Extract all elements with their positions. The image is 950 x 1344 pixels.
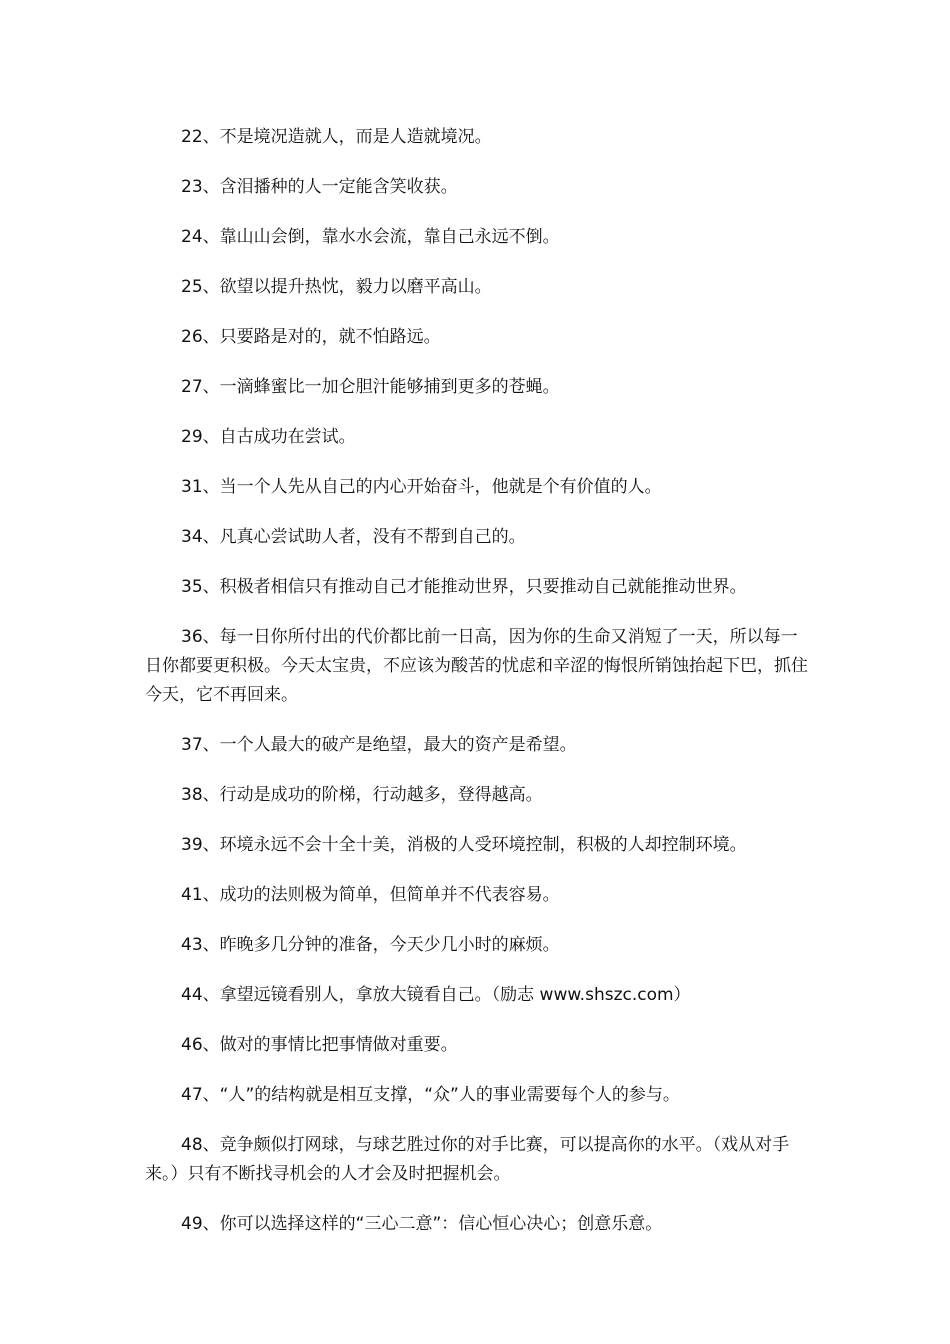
quote-43: 43、昨晚多几分钟的准备，今天少几小时的麻烦。	[181, 935, 560, 955]
quote-34: 34、凡真心尝试助人者，没有不帮到自己的。	[181, 527, 526, 547]
quote-39: 39、环境永远不会十全十美，消极的人受环境控制，积极的人却控制环境。	[181, 835, 747, 855]
quote-25: 25、欲望以提升热忱，毅力以磨平高山。	[181, 277, 492, 297]
quote-38: 38、行动是成功的阶梯，行动越多，登得越高。	[181, 785, 543, 805]
quote-47: 47、“人”的结构就是相互支撑，“众”人的事业需要每个人的参与。	[181, 1085, 680, 1105]
quote-list	[145, 123, 810, 1239]
quote-27: 27、一滴蜂蜜比一加仑胆汁能够捕到更多的苍蝇。	[181, 377, 560, 397]
quote-23: 23、含泪播种的人一定能含笑收获。	[181, 177, 458, 197]
quote-36: 36、每一日你所付出的代价都比前一日高，因为你的生命又消短了一天，所以每一日你都要更积极。今天太宝贵，不应该为酸苦的忧虑和辛涩的悔恨所销蚀抬起下巴，抓住今天，它不再回来。	[145, 627, 808, 705]
quote-46: 46、做对的事情比把事情做对重要。	[181, 1035, 458, 1055]
quote-24: 24、靠山山会倒，靠水水会流，靠自己永远不倒。	[181, 227, 560, 247]
quote-35: 35、积极者相信只有推动自己才能推动世界，只要推动自己就能推动世界。	[181, 577, 747, 597]
quote-31: 31、当一个人先从自己的内心开始奋斗，他就是个有价值的人。	[181, 477, 662, 497]
quote-26: 26、只要路是对的，就不怕路远。	[181, 327, 441, 347]
quote-48: 48、竞争颇似打网球，与球艺胜过你的对手比赛，可以提高你的水平。（戏从对手来。）只有不断找寻机会的人才会及时把握机会。	[145, 1135, 790, 1184]
quote-37: 37、一个人最大的破产是绝望，最大的资产是希望。	[181, 735, 577, 755]
quote-44: 44、拿望远镜看别人，拿放大镜看自己。（励志 www.shszc.com）	[181, 985, 691, 1005]
quote-22: 22、不是境况造就人，而是人造就境况。	[181, 127, 492, 147]
quote-41: 41、成功的法则极为简单，但简单并不代表容易。	[181, 885, 560, 905]
quote-29: 29、自古成功在尝试。	[181, 427, 356, 447]
quote-49: 49、你可以选择这样的“三心二意”：信心恒心决心；创意乐意。	[181, 1214, 663, 1234]
